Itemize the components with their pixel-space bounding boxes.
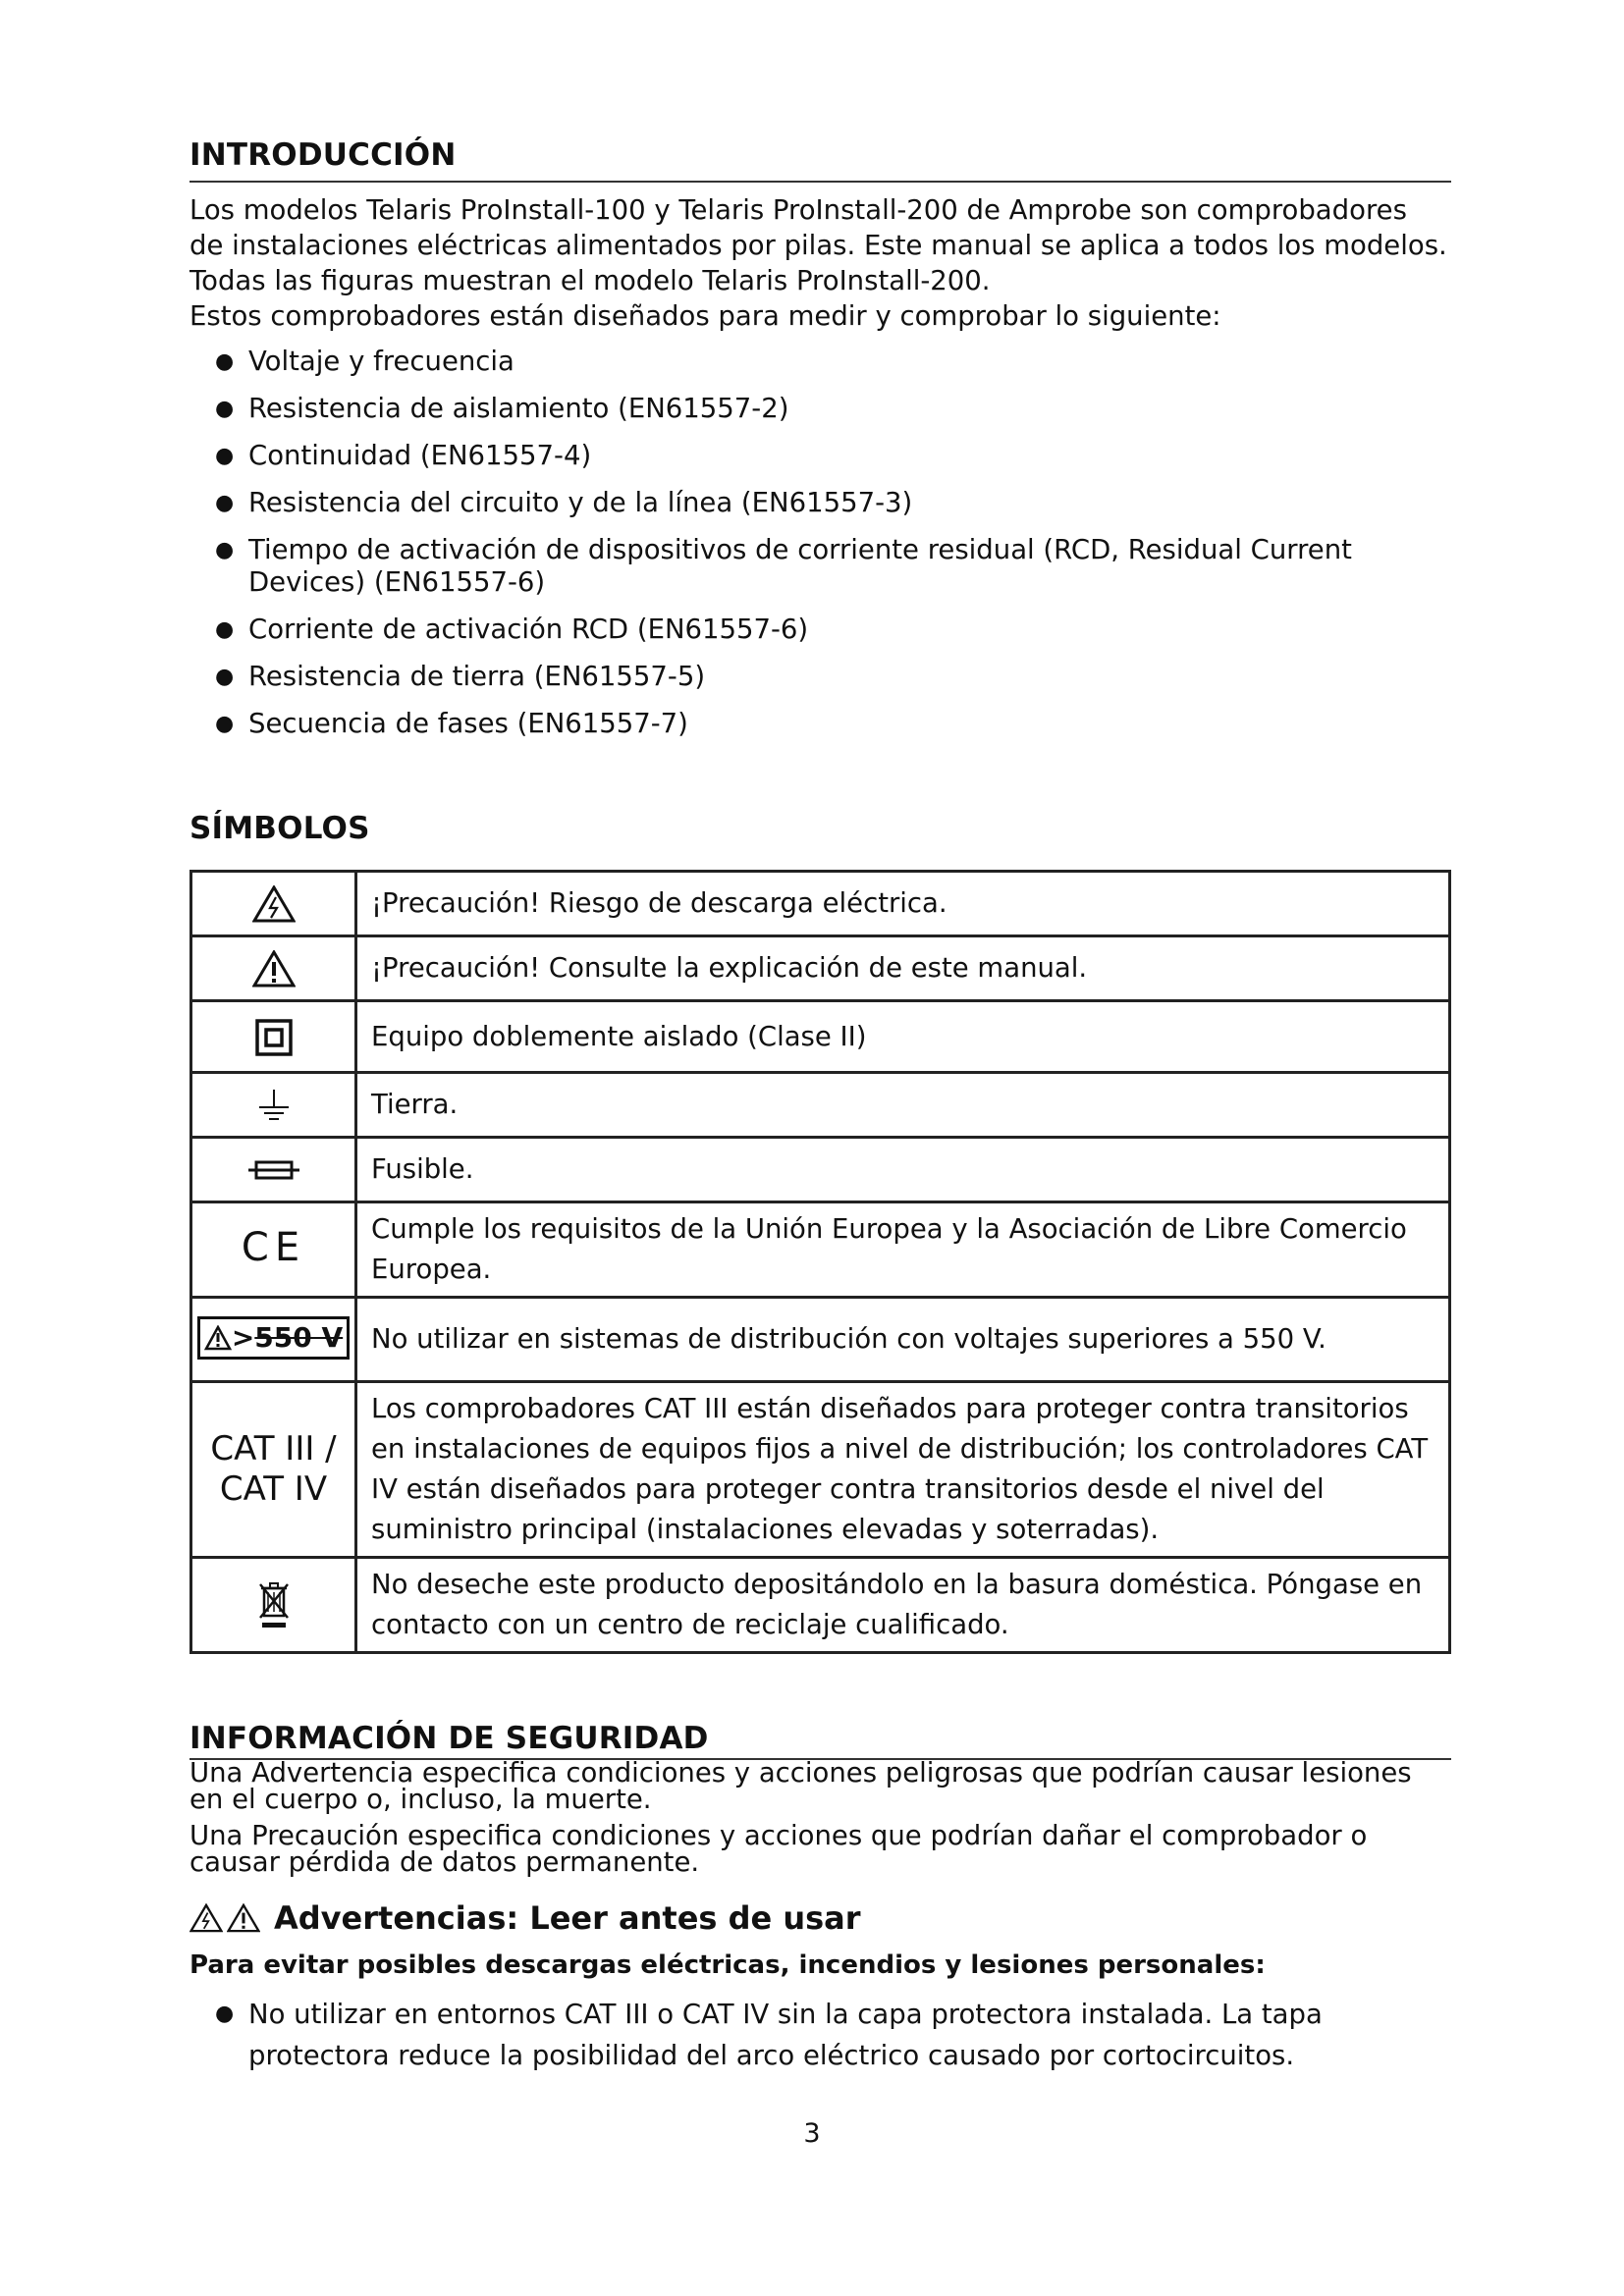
- shock-warning-icon: [189, 1903, 223, 1933]
- symbol-cell: [191, 1382, 356, 1558]
- safety-heading: INFORMACIÓN DE SEGURIDAD: [189, 1721, 1451, 1760]
- symbol-description: ¡Precaución! Riesgo de descarga eléctrica.: [356, 872, 1450, 936]
- symbol-cell: [191, 1073, 356, 1138]
- cat-rating-line: CAT IV: [219, 1469, 328, 1509]
- list-item: ● Resistencia de aislamiento (EN61557-2): [215, 393, 789, 424]
- bullet-icon: ●: [215, 617, 235, 642]
- ce-mark-icon: CE: [241, 1224, 306, 1270]
- list-item: ● Tiempo de activación de dispositivos de corriente residual (RCD, Residual Current Devices) (EN61557-6): [215, 534, 1352, 598]
- measurement-list: [189, 346, 1451, 740]
- list-item: ● Secuencia de fases (EN61557-7): [215, 708, 688, 739]
- double-insulation-icon: [255, 1019, 293, 1056]
- safety-paragraph: Una Precaución especifica condiciones y acciones que podrían dañar el comprobador o causar pérdida de datos permanente.: [189, 1820, 1368, 1878]
- symbol-description: No deseche este producto depositándolo en la basura doméstica. Póngase en contacto con un centro de reciclaje cualificado.: [356, 1558, 1450, 1653]
- ground-icon: [256, 1088, 292, 1123]
- symbol-description: Equipo doblemente aislado (Clase II): [356, 1001, 1450, 1073]
- symbol-description: Cumple los requisitos de la Unión Europea y la Asociación de Libre Comercio Europea.: [356, 1202, 1450, 1298]
- introduction-line: Todas las figuras muestran el modelo Telaris ProInstall-200.: [189, 265, 991, 296]
- caution-icon: [227, 1903, 260, 1933]
- symbol-cell: [191, 936, 356, 1001]
- caution-icon: [204, 1325, 232, 1351]
- table-row: [191, 872, 1450, 936]
- table-row: [191, 1073, 1450, 1138]
- symbol-cell: [191, 1298, 356, 1382]
- table-row: [191, 1138, 1450, 1202]
- symbol-cell: [191, 1202, 356, 1298]
- page-number: 3: [803, 2118, 821, 2149]
- greater-than-sign: >: [231, 1321, 255, 1354]
- max-voltage-icon: [197, 1316, 350, 1360]
- symbol-cell: [191, 1558, 356, 1653]
- bullet-icon: ●: [215, 538, 235, 562]
- manual-page: [189, 137, 1451, 2076]
- cat-rating-line: CAT III /: [210, 1429, 337, 1468]
- symbols-table: [189, 870, 1451, 1654]
- symbol-description: Los comprobadores CAT III están diseñados para proteger contra transitorios en instalaciones de equipos fijos a nivel de distribución; los controladores CAT IV están diseñados para proteger contra transitorios desde el nivel del suministro principal (instalaciones elevadas y soterradas).: [356, 1382, 1450, 1558]
- table-row: [191, 1202, 1450, 1298]
- table-row: [191, 1298, 1450, 1382]
- symbol-description: Tierra.: [356, 1073, 1450, 1138]
- warnings-title: Advertencias: Leer antes de usar: [274, 1899, 861, 1937]
- warnings-subheading: Para evitar posibles descargas eléctricas, incendios y lesiones personales:: [189, 1950, 1266, 1980]
- warnings-heading: [189, 1899, 1451, 1937]
- introduction-line: Los modelos Telaris ProInstall-100 y Telaris ProInstall-200 de Amprobe son comprobadores: [189, 194, 1407, 226]
- symbol-description: ¡Precaución! Consulte la explicación de este manual.: [356, 936, 1450, 1001]
- warnings-list: [189, 1994, 1451, 2076]
- symbols-heading: SÍMBOLOS: [189, 811, 370, 846]
- symbol-description: Fusible.: [356, 1138, 1450, 1202]
- table-row: [191, 936, 1450, 1001]
- caution-icon: [252, 950, 296, 988]
- safety-paragraph: Una Advertencia especifica condiciones y acciones peligrosas que podrían causar lesiones en el cuerpo o, incluso, la muerte.: [189, 1757, 1412, 1815]
- introduction-heading: INTRODUCCIÓN: [189, 137, 1451, 183]
- bullet-icon: ●: [215, 712, 235, 736]
- symbol-description: No utilizar en sistemas de distribución con voltajes superiores a 550 V.: [356, 1298, 1450, 1382]
- list-item: ● Continuidad (EN61557-4): [215, 440, 592, 471]
- table-row: [191, 1382, 1450, 1558]
- bullet-icon: ●: [215, 444, 235, 468]
- bullet-icon: ●: [215, 2002, 235, 2026]
- bullet-icon: ●: [215, 665, 235, 689]
- list-item: ● No utilizar en entornos CAT III o CAT IV sin la capa protectora instalada. La tapa protectora reduce la posibilidad del arco eléctrico causado por cortocircuitos.: [189, 1994, 1451, 2076]
- introduction-line: de instalaciones eléctricas alimentados por pilas. Este manual se aplica a todos los modelos.: [189, 230, 1447, 261]
- list-item: ● Voltaje y frecuencia: [215, 346, 514, 377]
- symbol-cell: [191, 1001, 356, 1073]
- table-row: [191, 1558, 1450, 1653]
- table-row: [191, 1001, 1450, 1073]
- bullet-icon: ●: [215, 491, 235, 515]
- bullet-icon: ●: [215, 397, 235, 421]
- voltage-value: 550 V: [254, 1321, 344, 1354]
- fuse-icon: [247, 1159, 300, 1181]
- shock-warning-icon: [252, 885, 296, 923]
- weee-bin-icon: [258, 1580, 290, 1629]
- symbol-cell: [191, 1138, 356, 1202]
- bullet-icon: ●: [215, 349, 235, 374]
- list-item: ● Resistencia del circuito y de la línea (EN61557-3): [215, 487, 913, 518]
- introduction-line: Estos comprobadores están diseñados para medir y comprobar lo siguiente:: [189, 300, 1221, 332]
- introduction-paragraph: [189, 192, 1451, 334]
- symbol-cell: [191, 872, 356, 936]
- list-item: ● Resistencia de tierra (EN61557-5): [215, 661, 706, 692]
- list-item: ● Corriente de activación RCD (EN61557-6): [215, 614, 809, 645]
